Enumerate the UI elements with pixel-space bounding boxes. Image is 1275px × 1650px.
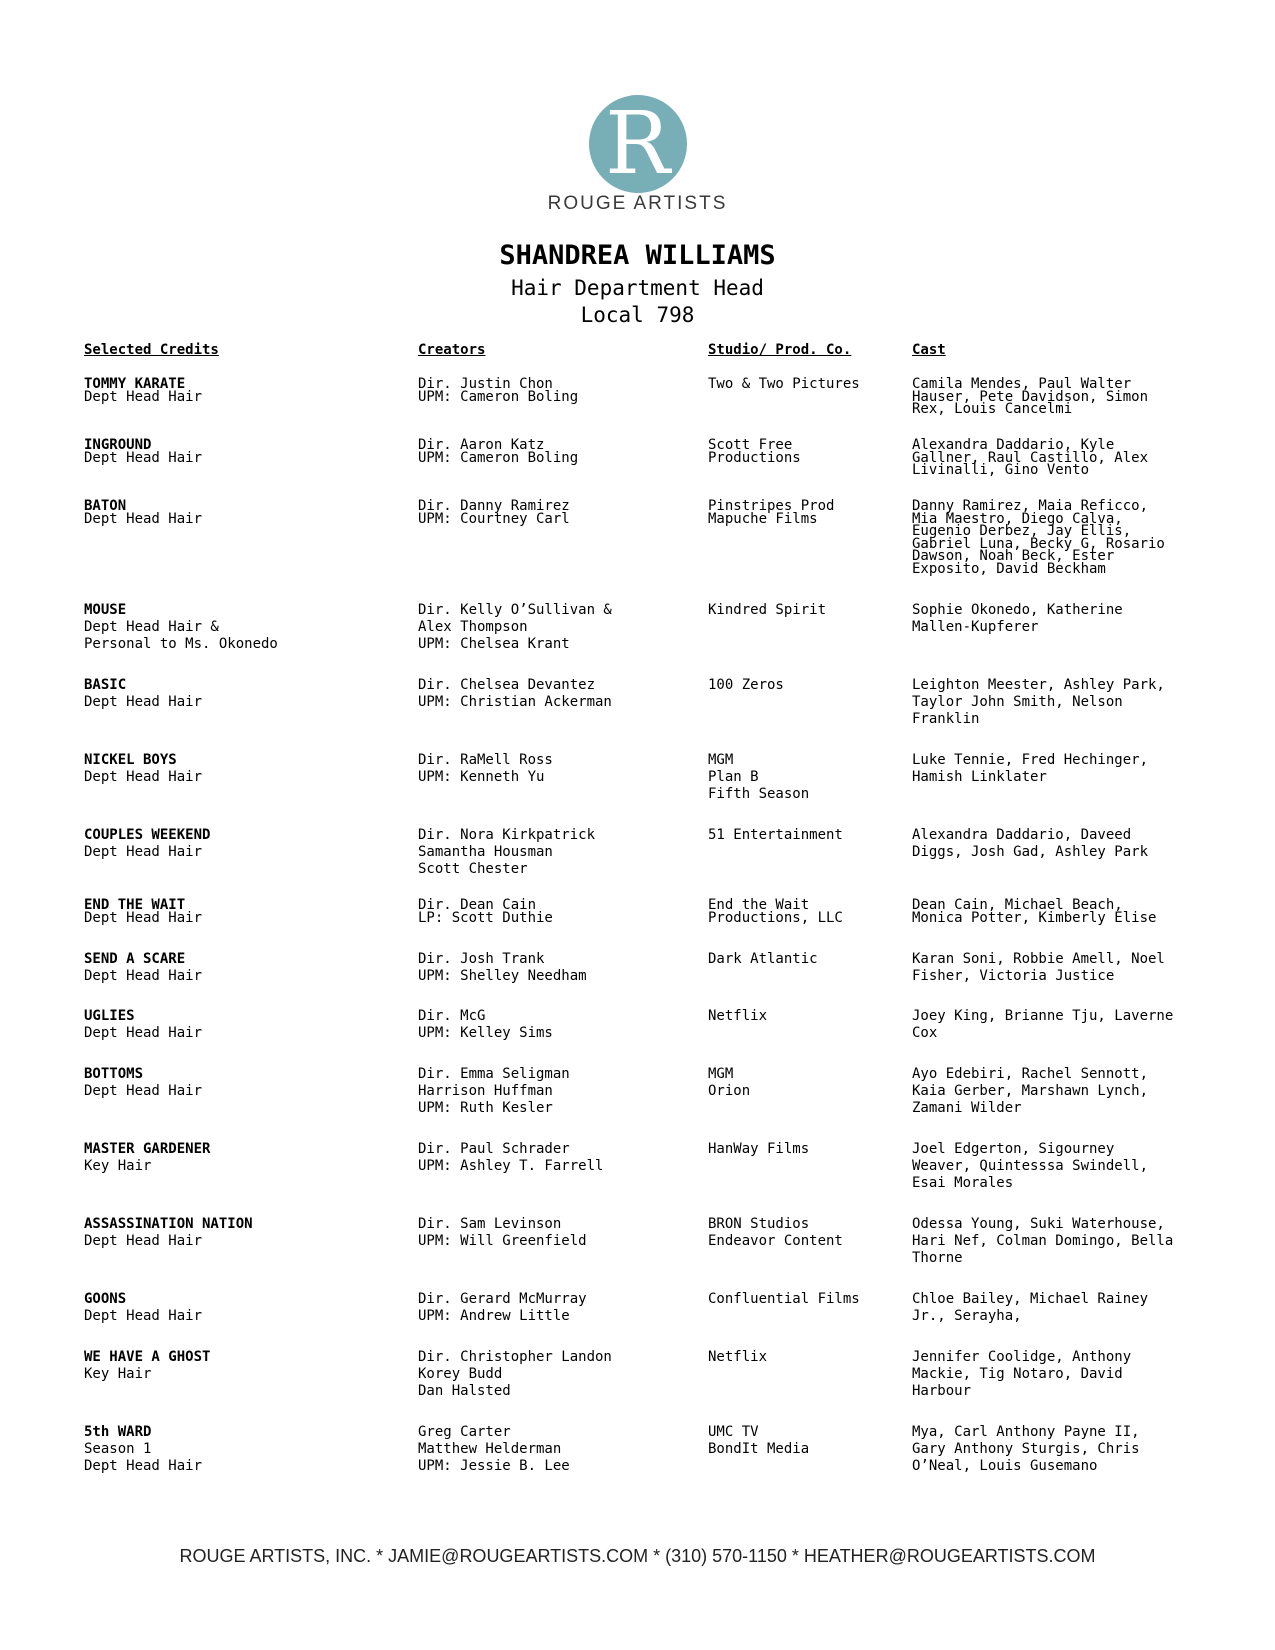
credit-studio: MGM Plan B Fifth Season <box>708 752 810 802</box>
credit-project <box>84 1291 404 1325</box>
credit-position: Season 1 Dept Head Hair <box>84 1441 203 1474</box>
footer-contact: ROUGE ARTISTS, INC. * JAMIE@ROUGEARTISTS.COM * (310) 570-1150 * HEATHER@ROUGEARTISTS.COM <box>179 1546 1096 1566</box>
credit-creators: Dir. Paul Schrader UPM: Ashley T. Farrell <box>418 1141 604 1174</box>
credit-title: BASIC <box>84 677 127 693</box>
credit-studio: 51 Entertainment <box>708 827 843 843</box>
credit-studio: Dark Atlantic <box>708 951 818 967</box>
credit-cast: Danny Ramirez, Maia Reficco, Mia Maestro, Diego Calva, Eugenio Derbez, Jay Ellis, Gabriel Luna, Becky G, Rosario Dawson, Noah Beck, Ester Exposito, David Beckham <box>912 498 1165 577</box>
credit-creators: Dir. Chelsea Devantez UPM: Christian Ackerman <box>418 677 612 710</box>
credit-creators: Dir. Kelly O’Sullivan & Alex Thompson UPM: Chelsea Krant <box>418 602 612 652</box>
credit-cast: Joey King, Brianne Tju, Laverne Cox <box>912 1008 1174 1041</box>
header-selected-credits: Selected Credits <box>84 342 219 358</box>
credit-project <box>84 1424 404 1475</box>
credit-cast: Jennifer Coolidge, Anthony Mackie, Tig Notaro, David Harbour <box>912 1349 1132 1399</box>
credit-creators: Dir. Dean Cain LP: Scott Duthie <box>418 897 553 926</box>
credit-cast: Chloe Bailey, Michael Rainey Jr., Serayha, <box>912 1291 1149 1324</box>
credit-position: Dept Head Hair <box>84 510 203 527</box>
credit-position: Dept Head Hair & Personal to Ms. Okonedo <box>84 619 278 652</box>
credit-cast: Odessa Young, Suki Waterhouse, Hari Nef, Colman Domingo, Bella Thorne <box>912 1216 1174 1266</box>
credit-studio: UMC TV BondIt Media <box>708 1424 810 1457</box>
credit-title: ASSASSINATION NATION <box>84 1216 253 1232</box>
credit-studio: Two & Two Pictures <box>708 376 860 392</box>
credit-position: Dept Head Hair <box>84 844 203 860</box>
credit-position: Dept Head Hair <box>84 388 203 405</box>
credit-project <box>84 439 404 464</box>
credit-position: Dept Head Hair <box>84 1083 203 1099</box>
credit-creators: Dir. Sam Levinson UPM: Will Greenfield <box>418 1216 587 1249</box>
credit-position: Dept Head Hair <box>84 449 203 466</box>
credit-title: END THE WAIT <box>84 897 186 913</box>
person-role: Hair Department Head <box>511 276 764 300</box>
credit-creators: Dir. Danny Ramirez UPM: Courtney Carl <box>418 498 570 527</box>
credit-creators: Dir. McG UPM: Kelley Sims <box>418 1008 553 1041</box>
credit-project <box>84 1349 404 1383</box>
credit-project <box>84 1141 404 1175</box>
credit-cast: Alexandra Daddario, Kyle Gallner, Raul Castillo, Alex Livinalli, Gino Vento <box>912 437 1149 478</box>
credit-title: MASTER GARDENER <box>84 1141 211 1157</box>
credit-project <box>84 752 404 786</box>
credit-position: Dept Head Hair <box>84 968 203 984</box>
credit-project <box>84 602 404 653</box>
credit-project <box>84 951 404 985</box>
credit-creators: Dir. RaMell Ross UPM: Kenneth Yu <box>418 752 553 785</box>
credit-studio: Kindred Spirit <box>708 602 827 618</box>
credit-title: BATON <box>84 498 127 514</box>
credit-cast: Mya, Carl Anthony Payne II, Gary Anthony Sturgis, Chris O’Neal, Louis Gusemano <box>912 1424 1140 1474</box>
credit-position: Dept Head Hair <box>84 909 203 926</box>
credit-creators: Dir. Nora Kirkpatrick Samantha Housman Scott Chester <box>418 827 596 877</box>
credit-title: NICKEL BOYS <box>84 752 177 768</box>
credit-studio: Netflix <box>708 1008 768 1024</box>
person-subtitle <box>0 275 1275 329</box>
credit-project <box>84 677 404 711</box>
credit-title: WE HAVE A GHOST <box>84 1349 211 1365</box>
credit-project <box>84 1066 404 1100</box>
credit-creators: Dir. Josh Trank UPM: Shelley Needham <box>418 951 587 984</box>
credit-creators: Dir. Emma Seligman Harrison Huffman UPM: Ruth Kesler <box>418 1066 570 1116</box>
rouge-artists-logo <box>547 95 728 220</box>
logo-wordmark: ROUGE ARTISTS <box>547 193 728 214</box>
person-local: Local 798 <box>580 303 695 327</box>
credit-position: Dept Head Hair <box>84 694 203 710</box>
credit-creators: Dir. Aaron Katz UPM: Cameron Boling <box>418 437 579 466</box>
credit-position: Dept Head Hair <box>84 1025 203 1041</box>
credit-cast: Dean Cain, Michael Beach, Monica Potter, Kimberly Elise <box>912 897 1157 926</box>
credit-studio: Netflix <box>708 1349 768 1365</box>
credit-project <box>84 1216 404 1250</box>
logo-letter: R <box>605 95 670 193</box>
credit-project <box>84 1008 404 1042</box>
credit-studio: MGM Orion <box>708 1066 751 1099</box>
header-creators: Creators <box>418 342 486 358</box>
credit-cast: Luke Tennie, Fred Hechinger, Hamish Linklater <box>912 752 1149 785</box>
credit-project <box>84 899 404 924</box>
credit-title: TOMMY KARATE <box>84 376 186 392</box>
credit-studio: BRON Studios Endeavor Content <box>708 1216 843 1249</box>
credit-studio: 100 Zeros <box>708 677 784 693</box>
credit-title: 5th WARD <box>84 1424 152 1440</box>
credit-creators: Dir. Justin Chon UPM: Cameron Boling <box>418 376 579 405</box>
credit-cast: Karan Soni, Robbie Amell, Noel Fisher, Victoria Justice <box>912 951 1165 984</box>
credit-cast: Alexandra Daddario, Daveed Diggs, Josh Gad, Ashley Park <box>912 827 1149 860</box>
credit-creators: Dir. Christopher Landon Korey Budd Dan Halsted <box>418 1349 612 1399</box>
credit-cast: Camila Mendes, Paul Walter Hauser, Pete Davidson, Simon Rex, Louis Cancelmi <box>912 376 1149 417</box>
credit-position: Dept Head Hair <box>84 769 203 785</box>
credit-title: MOUSE <box>84 602 127 618</box>
credit-studio: Pinstripes Prod Mapuche Films <box>708 498 835 527</box>
credit-position: Key Hair <box>84 1366 152 1382</box>
credit-creators: Dir. Gerard McMurray UPM: Andrew Little <box>418 1291 587 1324</box>
credit-studio: HanWay Films <box>708 1141 810 1157</box>
credit-cast: Leighton Meester, Ashley Park, Taylor John Smith, Nelson Franklin <box>912 677 1165 727</box>
header-studio: Studio/ Prod. Co. <box>708 342 852 358</box>
credit-title: INGROUND <box>84 437 152 453</box>
credit-cast: Ayo Edebiri, Rachel Sennott, Kaia Gerber, Marshawn Lynch, Zamani Wilder <box>912 1066 1149 1116</box>
credit-creators: Greg Carter Matthew Helderman UPM: Jessie B. Lee <box>418 1424 570 1474</box>
logo-circle <box>589 95 687 193</box>
credit-studio: Confluential Films <box>708 1291 860 1307</box>
credit-studio: End the Wait Productions, LLC <box>708 897 843 926</box>
credit-position: Dept Head Hair <box>84 1308 203 1324</box>
credit-title: COUPLES WEEKEND <box>84 827 211 843</box>
header-cast: Cast <box>912 342 946 358</box>
credit-position: Dept Head Hair <box>84 1233 203 1249</box>
credit-position: Key Hair <box>84 1158 152 1174</box>
credit-cast: Sophie Okonedo, Katherine Mallen-Kupferer <box>912 602 1123 635</box>
credit-title: BOTTOMS <box>84 1066 144 1082</box>
credit-title: GOONS <box>84 1291 127 1307</box>
credit-project <box>84 827 404 861</box>
credit-studio: Scott Free Productions <box>708 437 801 466</box>
person-name: SHANDREA WILLIAMS <box>499 240 776 271</box>
credit-cast: Joel Edgerton, Sigourney Weaver, Quintesssa Swindell, Esai Morales <box>912 1141 1149 1191</box>
credit-project <box>84 500 404 525</box>
credit-title: UGLIES <box>84 1008 135 1024</box>
credit-title: SEND A SCARE <box>84 951 186 967</box>
credit-project <box>84 378 404 403</box>
